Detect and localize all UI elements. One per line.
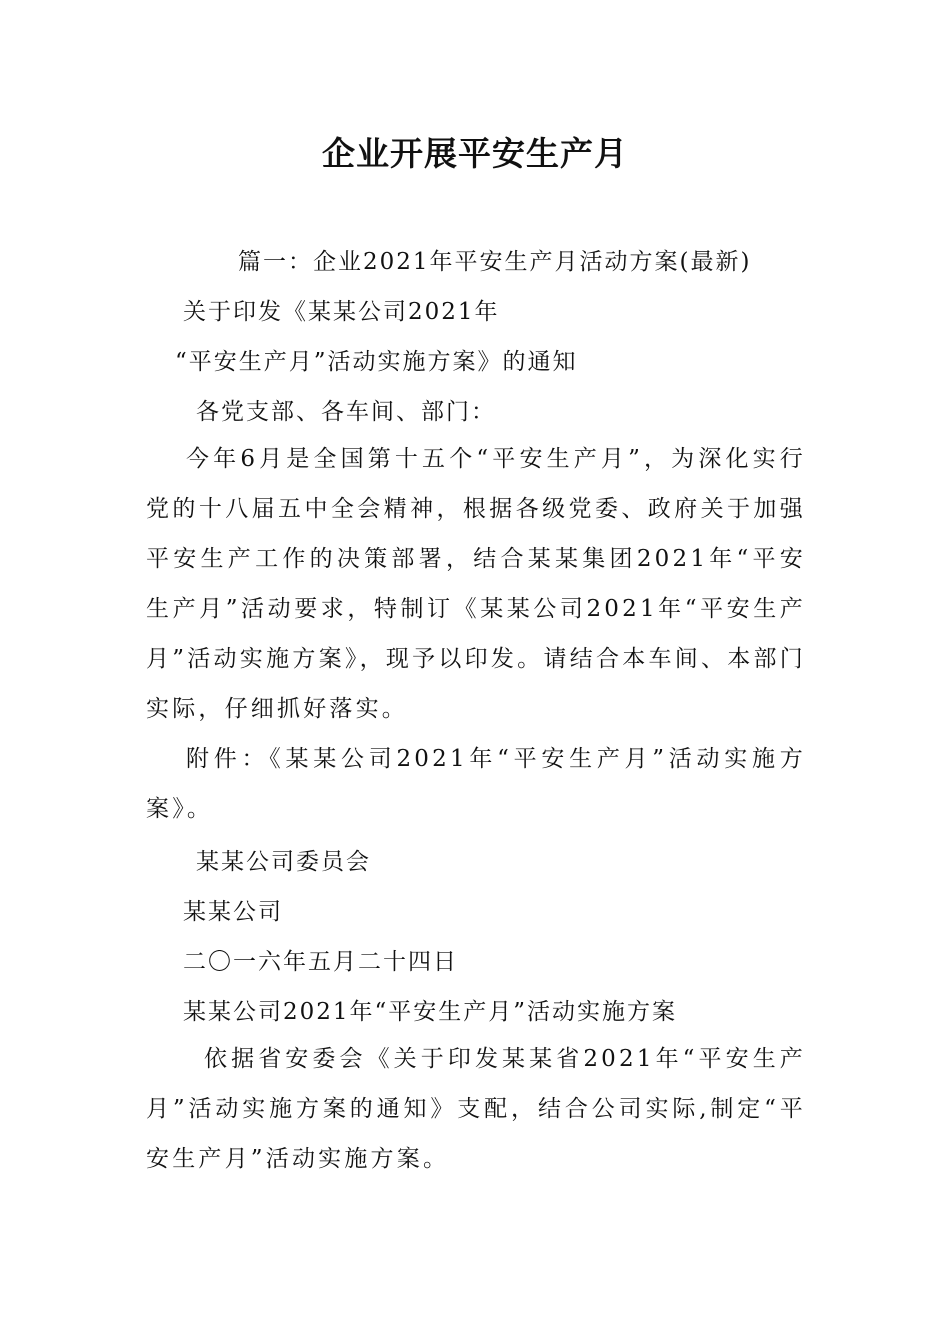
notice-title-line-2: “平安生产月”活动实施方案》的通知 [175, 349, 578, 375]
signature-company: 某某公司 [183, 899, 283, 925]
document-title: 企业开展平安生产月 [322, 134, 628, 173]
plan-title: 某某公司2021年“平安生产月”活动实施方案 [183, 999, 678, 1025]
plan-paragraph-text: 依据省安委会《关于印发某某省2021年“平安生产月”活动实施方案的通知》支配，结合公司实际,制定“平安生产月”活动实施方案。 [146, 1046, 806, 1172]
document-subtitle: 篇一：企业2021年平安生产月活动方案(最新) [238, 249, 752, 275]
body-paragraph-text: 今年6月是全国第十五个“平安生产月”，为深化实行党的十八届五中全会精神，根据各级党委、政府关于加强平安生产工作的决策部署，结合某某集团2021年“平安生产月”活动要求，特制订《某某公司2021年“平安生产月”活动实施方案》，现予以印发。请结合本车间、本部门实际，仔细抓好落实。 [146, 446, 806, 722]
notice-title-line-1: 关于印发《某某公司2021年 [183, 299, 500, 325]
plan-paragraph [146, 1034, 806, 1184]
attachment-paragraph [146, 734, 806, 834]
recipients-line: 各党支部、各车间、部门： [196, 399, 496, 425]
signature-committee: 某某公司委员会 [196, 849, 371, 875]
document-date: 二〇一六年五月二十四日 [183, 949, 458, 975]
attachment-text: 附件：《某某公司2021年“平安生产月”活动实施方案》。 [146, 746, 806, 822]
body-paragraph [146, 434, 806, 734]
